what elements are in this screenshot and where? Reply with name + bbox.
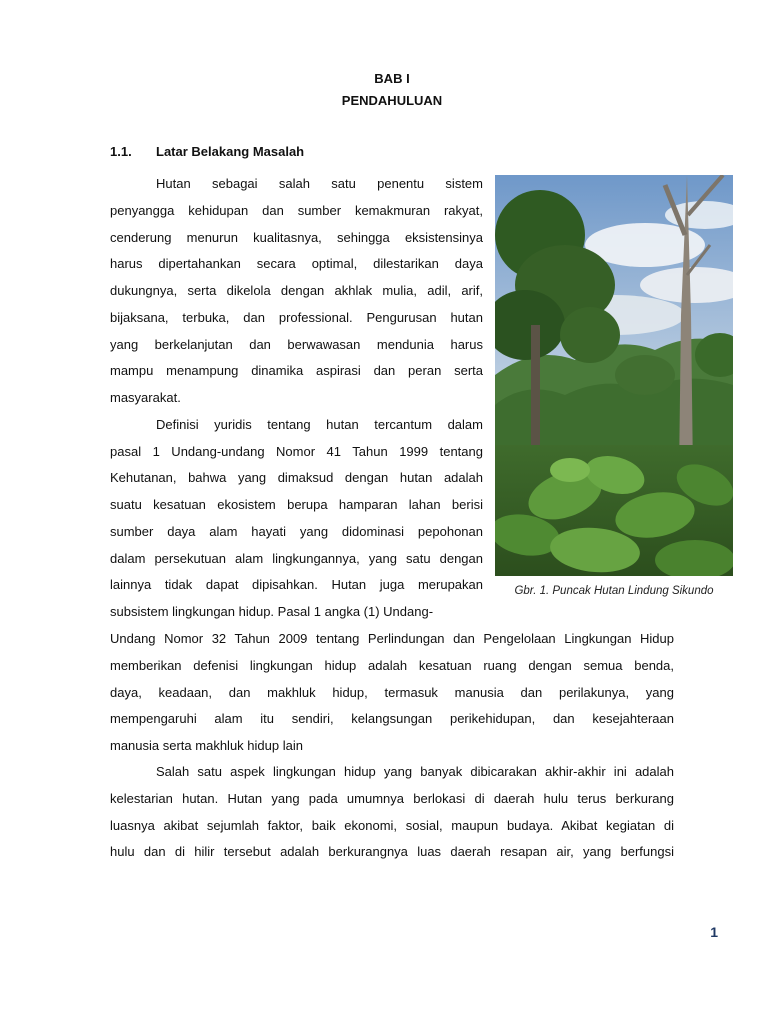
- paragraph-narrow-column: [110, 171, 483, 626]
- text-line: subsistem lingkungan hidup. Pasal 1 angka (1) Undang-: [110, 604, 434, 619]
- text-line: masyarakat.: [110, 390, 181, 405]
- text-line: Definisi yuridis tentang hutan tercantum dalam: [156, 416, 483, 432]
- text-line: pasal 1 Undang-undang Nomor 41 Tahun 1999 tentang: [110, 443, 483, 459]
- text-line: bijaksana, terbuka, dan professional. Pengurusan hutan: [110, 309, 483, 325]
- section-number: 1.1.: [110, 144, 132, 159]
- figure-caption: Gbr. 1. Puncak Hutan Lindung Sikundo: [514, 585, 714, 597]
- text-line: kelestarian hutan. Hutan yang pada umumnya berlokasi di daerah hulu terus berkurang: [110, 790, 674, 806]
- page-number: 1: [710, 924, 718, 940]
- section-heading: [110, 142, 304, 162]
- text-line: mampu menampung dinamika aspirasi dan peran serta: [110, 363, 483, 379]
- text-line: dalam persekutuan alam lingkungannya, yang satu dengan: [110, 550, 483, 566]
- text-line: cenderung menurun kualitasnya, sehingga eksistensinya: [110, 229, 483, 245]
- text-line: suatu kesatuan ekosistem berupa hamparan lahan berisi: [110, 497, 483, 512]
- text-line: sumber daya alam hayati yang didominasi pepohonan: [110, 523, 483, 539]
- text-line: Hutan sebagai salah satu penentu sistem: [156, 176, 483, 191]
- forest-illustration: [495, 175, 733, 576]
- text-line: luasnya akibat sejumlah faktor, baik ekonomi, sosial, maupun budaya. Akibat kegiatan di: [110, 817, 674, 833]
- text-line: manusia serta makhluk hidup lain: [110, 738, 303, 753]
- text-line: Undang Nomor 32 Tahun 2009 tentang Perlindungan dan Pengelolaan Lingkungan Hidup: [110, 631, 674, 646]
- chapter-label: BAB I: [374, 71, 410, 86]
- text-line: Kehutanan, bahwa yang dimaksud dengan hutan adalah: [110, 470, 483, 486]
- paragraph-wide-continuation: [110, 626, 674, 760]
- text-line: daya, keadaan, dan makhluk hidup, termasuk manusia dan perilakunya, yang: [110, 684, 674, 700]
- forest-photo: [495, 175, 733, 576]
- text-line: Salah satu aspek lingkungan hidup yang banyak dibicarakan akhir-akhir ini adalah: [156, 764, 674, 779]
- paragraph-3: [110, 759, 674, 866]
- chapter-title: PENDAHULUAN: [341, 93, 443, 108]
- text-line: memberikan defenisi lingkungan hidup adalah kesatuan ruang dengan semua benda,: [110, 657, 674, 673]
- text-line: mempengaruhi alam itu sendiri, kelangsungan perikehidupan, dan kesejahteraan: [110, 711, 674, 727]
- section-title: Latar Belakang Masalah: [156, 144, 305, 159]
- text-line: yang berkelanjutan dan berwawasan mendunia harus: [110, 336, 483, 352]
- text-line: harus dipertahankan secara optimal, dilestarikan daya: [110, 256, 483, 272]
- text-line: dukungnya, serta dikelola dengan akhlak mulia, adil, arif,: [110, 283, 483, 298]
- text-line: penyangga kehidupan dan sumber kemakmuran rakyat,: [110, 202, 483, 218]
- text-line: lainnya tidak dapat dipisahkan. Hutan juga merupakan: [110, 577, 483, 593]
- text-line: hulu dan di hilir tersebut adalah berkurangnya luas daerah resapan air, yang berfungsi: [110, 844, 674, 860]
